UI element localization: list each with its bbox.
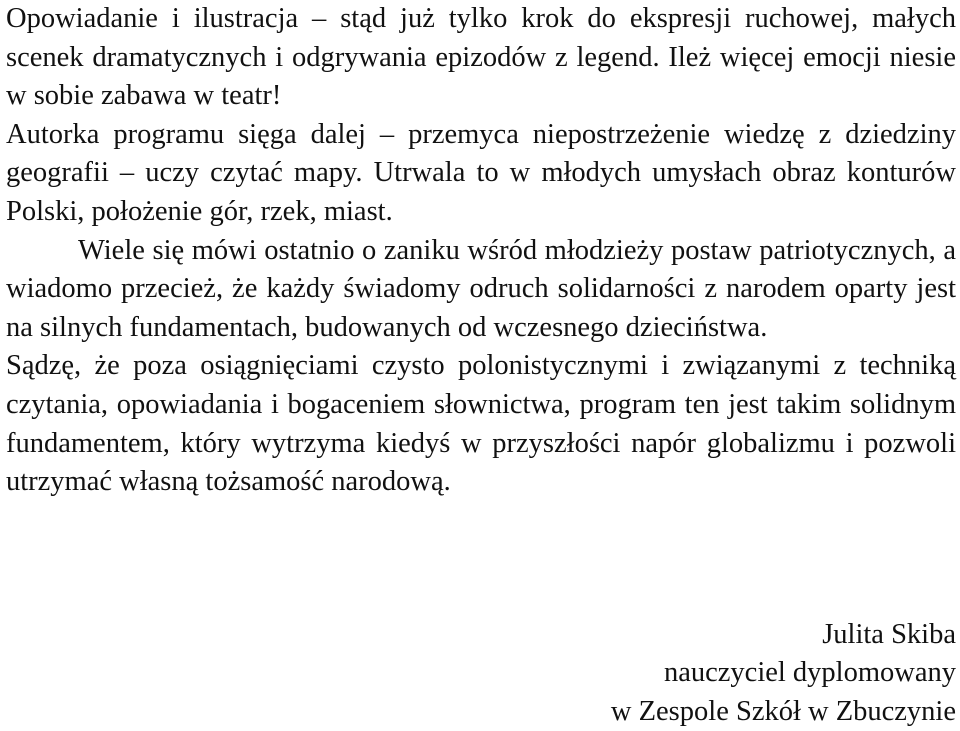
paragraph-patriotism: Wiele się mówi ostatnio o zaniku wśród młodzieży postaw patriotycznych, a wiadomo przecież, że każdy świadomy odruch solidarności z narodem oparty jest na silnych fundamentach, budowanych od wczesnego dzieciństwa. — [6, 234, 956, 343]
signature-school: w Zespole Szkół w Zbuczynie — [610, 695, 956, 727]
signature-title: nauczyciel dyplomowany — [663, 657, 956, 689]
paragraph-geography: Autorka programu sięga dalej – przemyca niepostrzeżenie wiedzę z dziedziny geografii – uczy czytać mapy. Utrwala to w młodych umysłach obraz konturów Polski, położenie gór, rzek, miast. — [6, 118, 956, 227]
document-body — [6, 0, 956, 502]
paragraph-theatre: Opowiadanie i ilustracja – stąd już tylko krok do ekspresji ruchowej, małych scenek dramatycznych i odgrywania epizodów z legend. Ileż więcej emocji niesie w sobie zabawa w teatr! — [6, 3, 956, 112]
paragraph-conclusion: Sądzę, że poza osiągnięciami czysto polonistycznymi i związanymi z techniką czytania, opowiadania i bogaceniem słownictwa, program ten jest takim solidnym fundamentem, który wytrzyma kiedyś w przyszłości napór globalizmu i pozwoli utrzymać własną tożsamość narodową. — [6, 350, 956, 498]
signature-name: Julita Skiba — [822, 619, 956, 650]
signature-block — [611, 616, 956, 731]
